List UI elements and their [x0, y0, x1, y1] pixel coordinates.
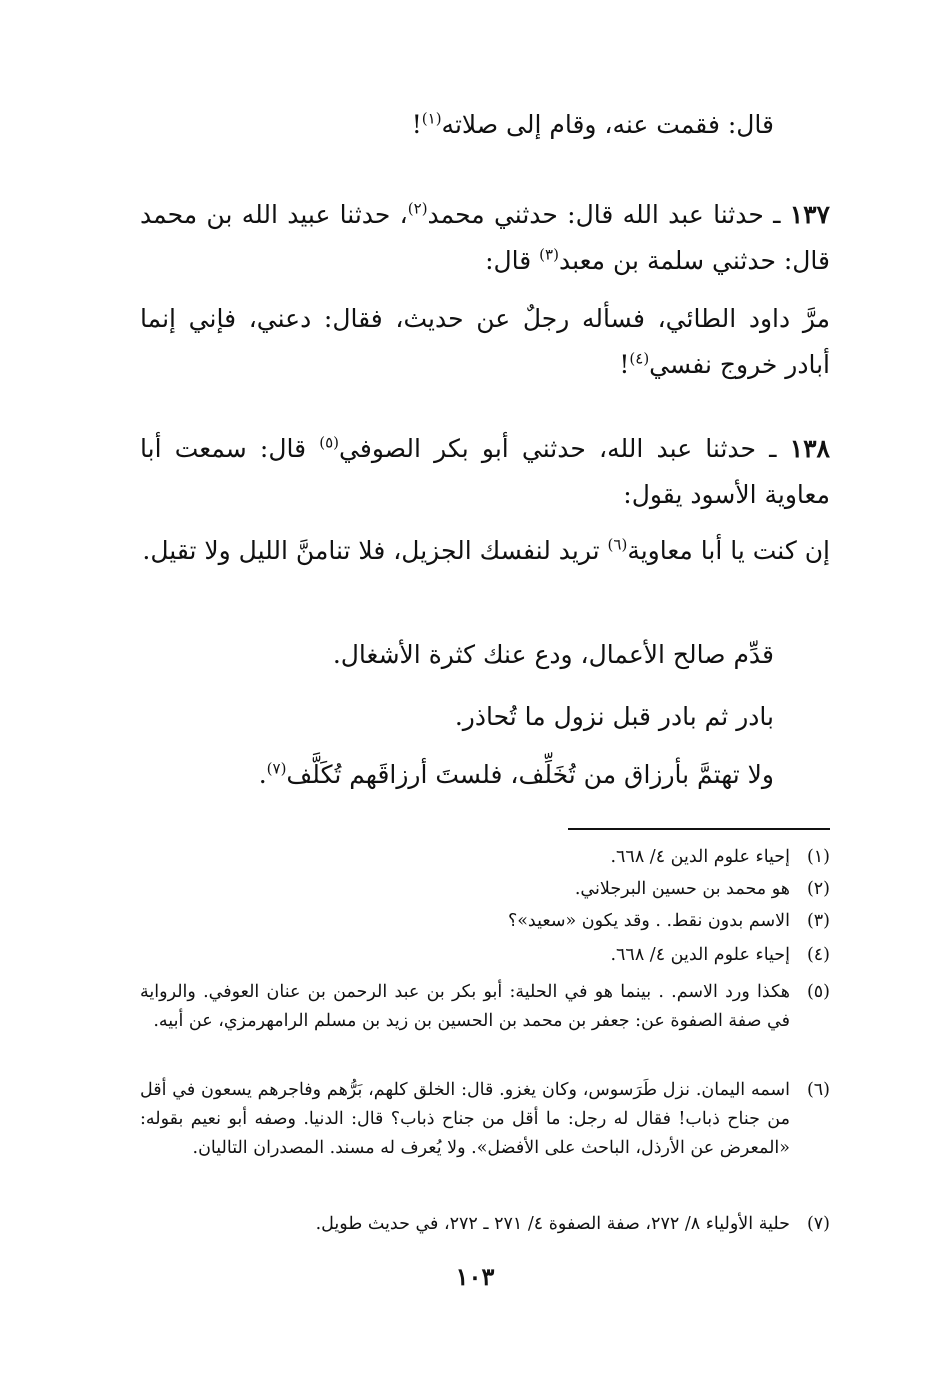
footnote-mark: (٣) [806, 911, 830, 931]
closing-line: قال: فقمت عنه، وقام إلى صلاته$^{(١)}$! [411, 109, 774, 139]
entry-number: ١٣٧ [789, 200, 830, 229]
footnote-mark: (١) [806, 847, 830, 867]
footnote-ref: (٧) [266, 759, 287, 778]
entry-138-verse-3: بادر ثم بادر قبل نزول ما تُحاذر. [454, 702, 774, 731]
entry-number: ١٣٨ [789, 434, 830, 463]
entry-138-verse-2: قدِّم صالح الأعمال، ودع عنك كثرة الأشغال. [332, 640, 774, 669]
footnote-text: اسمه اليمان. نزل طَرَسوس، وكان يغزو. قال: الخلق كلهم، بَرُّهم وفاجرهم يسعون في أقل من جناح ذباب! فقال له رجل: ما أقل من جناح ذباب؟ قال: الدنيا. وصفه أبو نعيم بقوله: «المعرض عن الأرذل، الباحث على الأفضل». ولا يُعرف له مسند. المصدران التاليان. [140, 1080, 790, 1158]
footnote-2 [140, 875, 830, 904]
footnote-text: الاسم بدون نقط. . وقد يكون «سعيد»؟ [507, 911, 790, 931]
footnote-1 [140, 843, 830, 872]
entry-137-text: مرَّ داود الطائي، فسأله رجلٌ عن حديث، فقال: دعني، فإني إنما أبادر خروج نفسي$^{(٤)}$! [140, 304, 830, 379]
footnote-4 [140, 941, 830, 970]
footnote-ref: (٣) [539, 245, 559, 264]
page-number: ١٠٣ [455, 1262, 495, 1291]
footnote-7 [140, 1210, 830, 1239]
footnote-ref: (٤) [629, 349, 650, 368]
footnote-mark: (٧) [806, 1214, 830, 1234]
footnote-ref: (١) [421, 109, 442, 128]
footnote-text: هكذا ورد الاسم. . بينما هو في الحلية: أبو بكر بن عبد الرحمن بن عنان العوفي. والرواية في صفة الصفوة عن: جعفر بن محمد بن الحسين بن زيد بن مسلم الرامهرمزي، عن أبيه. [140, 982, 790, 1031]
footnote-mark: (٢) [806, 879, 830, 899]
footnote-text: إحياء علوم الدين ٤/ ٦٦٨. [610, 945, 790, 965]
footnote-6 [140, 1076, 830, 1163]
footnote-ref: (٥) [319, 433, 340, 452]
footnote-ref: (٢) [407, 199, 428, 218]
footnote-text: إحياء علوم الدين ٤/ ٦٦٨. [610, 847, 790, 867]
footnote-text: هو محمد بن حسين البرجلاني. [574, 879, 790, 899]
footnote-5 [140, 978, 830, 1036]
entry-137-isnad: ١٣٧ ـ حدثنا عبد الله قال: حدثني محمد$^{(٢)}$، حدثنا عبيد الله بن محمد قال: حدثني سلمة بن معبد$^{(٣)}$ قال: [140, 199, 830, 275]
entry-138-verse-4: ولا تهتمَّ بأرزاق من تُخَلِّف، فلستَ أرزاقَهم تُكَلَّف$^{(٧)}$. [258, 759, 774, 789]
footnote-3 [140, 907, 830, 936]
footnote-text: حلية الأولياء ٨/ ٢٧٢، صفة الصفوة ٤/ ٢٧١ ـ ٢٧٢، في حديث طويل. [315, 1214, 790, 1234]
entry-138-verse-1: إن كنت يا أبا معاوية$^{(٦)}$ تريد لنفسك الجزيل، فلا تنامنَّ الليل ولا تقيل. [142, 535, 830, 565]
footnote-mark: (٦) [806, 1080, 830, 1100]
footnote-ref: (٦) [607, 535, 628, 554]
footnote-mark: (٥) [806, 982, 830, 1002]
footnote-rule [568, 828, 830, 830]
footnote-mark: (٤) [806, 945, 830, 965]
entry-138-isnad: ١٣٨ ـ حدثنا عبد الله، حدثني أبو بكر الصوفي$^{(٥)}$ قال: سمعت أبا معاوية الأسود يقول: [140, 433, 830, 509]
